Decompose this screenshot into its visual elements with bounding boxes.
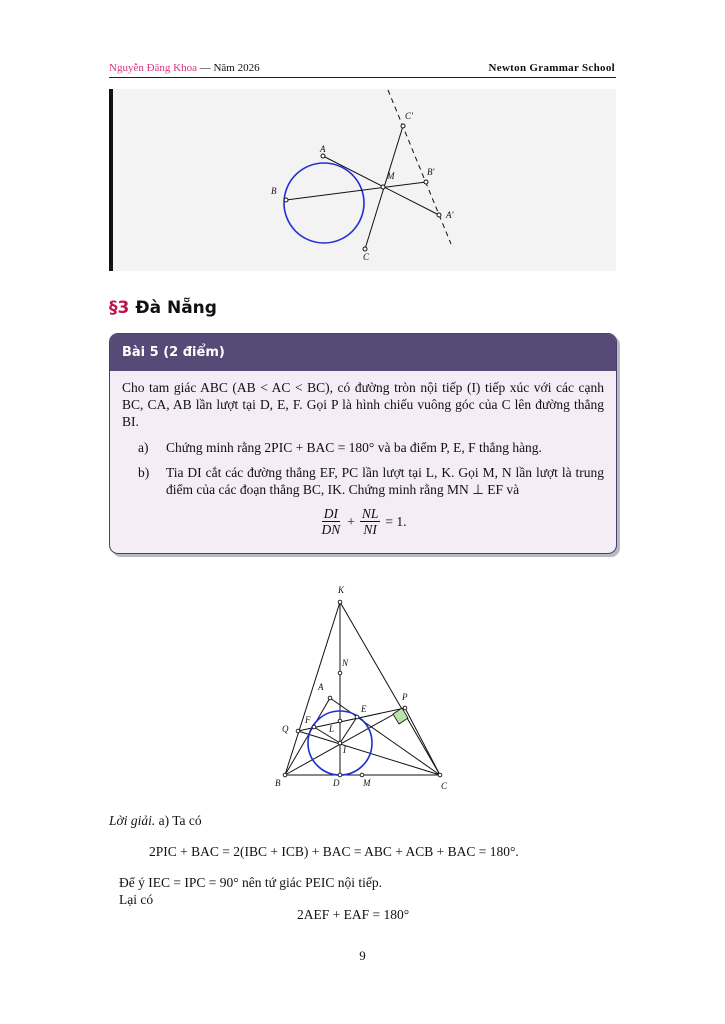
point-Q: [296, 729, 300, 733]
header-year: Năm 2026: [213, 62, 260, 74]
label-A-prime: A′: [446, 210, 454, 220]
point-B': [424, 180, 428, 184]
label-D: D: [333, 778, 340, 788]
point-C: [363, 247, 367, 251]
figure-1-panel: [109, 89, 616, 271]
header-school: Newton Grammar School: [488, 62, 615, 74]
segment-PC: [405, 708, 440, 775]
label-F: F: [305, 715, 311, 725]
section-heading: [109, 298, 217, 318]
label-C-prime: C′: [405, 111, 413, 121]
point-D: [338, 773, 342, 777]
formula-plus: +: [347, 514, 355, 529]
label-B-prime: B′: [427, 167, 435, 177]
solution-line-3: Lại có: [119, 892, 154, 907]
problem-title: Bài 5 (2 điểm): [110, 334, 616, 371]
point-B: [283, 773, 287, 777]
solution-intro: [109, 812, 202, 829]
label-I: I: [343, 745, 346, 755]
segment-AC: [330, 698, 440, 775]
label-Q: Q: [282, 724, 289, 734]
point-A': [437, 213, 441, 217]
fraction-1: [319, 506, 342, 537]
running-header-left: [109, 62, 260, 74]
point-C: [438, 773, 442, 777]
section-number: §3: [109, 298, 130, 318]
solution-line-2: Để ý IEC = IPC = 90° nên tứ giác PEIC nội tiếp.: [119, 875, 383, 890]
fraction-2-denominator: NI: [363, 522, 377, 537]
label-P: P: [402, 692, 408, 702]
part-a-text: Chứng minh rằng 2PIC + BAC = 180° và ba điểm P, E, F thẳng hàng.: [166, 440, 542, 455]
label-C: C: [363, 252, 370, 262]
header-rule: [109, 77, 616, 78]
dashed-line: [388, 90, 451, 244]
header-author: Nguyễn Đăng Khoa: [109, 62, 197, 74]
point-M: [381, 185, 385, 189]
section-title: Đà Nẵng: [135, 298, 217, 318]
part-b-text: Tia DI cắt các đường thẳng EF, PC lần lượt tại L, K. Gọi M, N lần lượt là trung điểm của các đoạn thẳng BC, IK. Chứng minh rằng MN ⊥ EF và: [166, 465, 604, 497]
label-N: N: [342, 658, 349, 668]
point-A: [321, 154, 325, 158]
label-E: E: [361, 704, 367, 714]
part-a: [122, 439, 604, 456]
point-I: [338, 741, 342, 745]
part-b: [122, 464, 604, 498]
point-E: [355, 715, 359, 719]
point-B: [284, 198, 288, 202]
equation-1: 2PIC + BAC = 2(IBC + ICB) + BAC = ABC + ACB + BAC = 180°.: [149, 844, 519, 859]
circle: [284, 163, 364, 243]
problem-statement: Cho tam giác ABC (AB < AC < BC), có đường tròn nội tiếp (I) tiếp xúc với các cạnh BC, CA, AB lần lượt tại D, E, F. Gọi P là hình chiếu vuông góc của C lên đường thẳng BI.: [122, 380, 604, 429]
part-a-label: a): [138, 440, 149, 455]
figure-2-diagram: [260, 580, 470, 795]
figure-1-diagram: [109, 89, 616, 271]
problem-body: [110, 371, 616, 537]
page-number: 9: [359, 948, 366, 963]
formula: [122, 506, 604, 537]
solution-intro-text: a) Ta có: [155, 813, 202, 828]
point-N: [338, 671, 342, 675]
fraction-1-denominator: DN: [321, 522, 341, 537]
header-separator: —: [196, 62, 214, 74]
fraction-1-numerator: DI: [323, 506, 338, 521]
label-K: K: [338, 585, 345, 595]
fraction-2: [360, 506, 381, 537]
point-C': [401, 124, 405, 128]
part-b-label: b): [138, 465, 150, 480]
label-B: B: [271, 186, 277, 196]
equation-2: 2AEF + EAF = 180°: [297, 907, 410, 922]
label-B: B: [275, 778, 281, 788]
point-P: [403, 706, 407, 710]
point-K: [338, 600, 342, 604]
segment-FI: [314, 727, 340, 743]
formula-rhs: = 1.: [385, 514, 407, 529]
point-L: [338, 719, 342, 723]
solution-label: Lời giải.: [109, 813, 156, 828]
label-A: A: [318, 682, 324, 692]
point-M: [360, 773, 364, 777]
label-L: L: [329, 724, 335, 734]
label-M: M: [387, 171, 395, 181]
segment-BA: [285, 698, 330, 775]
label-A: A: [320, 144, 326, 154]
point-F: [312, 725, 316, 729]
problem-box: [109, 333, 617, 554]
label-M: M: [363, 778, 371, 788]
point-A: [328, 696, 332, 700]
fraction-2-numerator: NL: [361, 506, 379, 521]
label-C: C: [441, 781, 448, 791]
